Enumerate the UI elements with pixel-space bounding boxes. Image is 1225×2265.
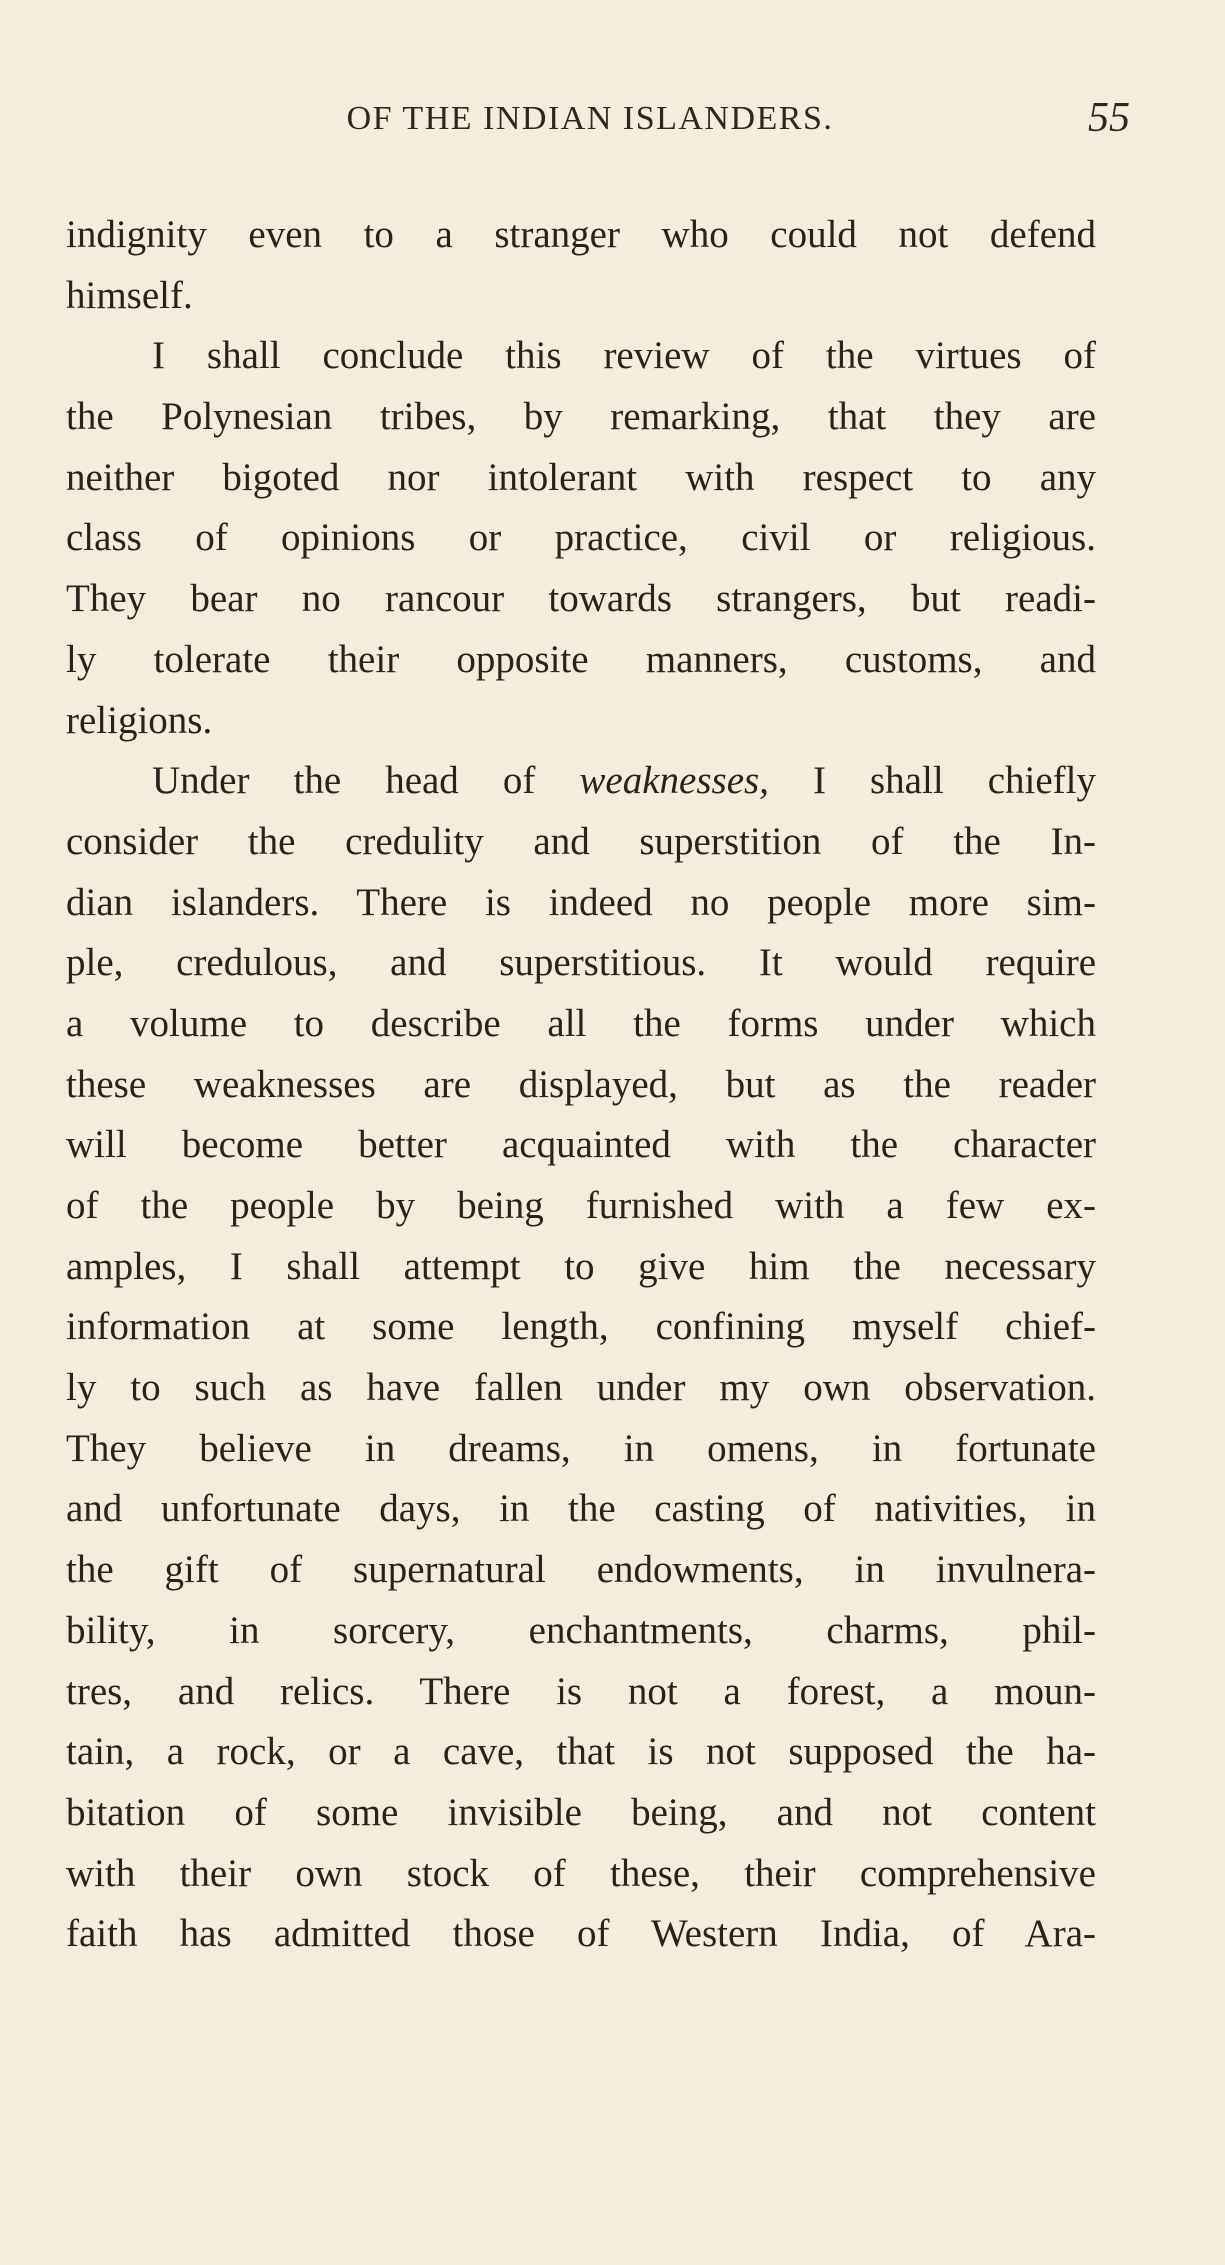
text-line: bility, in sorcery, enchantments, charms, phil- — [66, 1608, 1096, 1652]
text-run: I shall chiefly — [768, 759, 1096, 803]
text-line: information at some length, confining myself chief- — [66, 1305, 1096, 1349]
text-line: will become better acquainted with the character — [66, 1123, 1096, 1167]
running-head — [70, 95, 1130, 160]
page-number: 55 — [1088, 95, 1130, 141]
text-line: I shall conclude this review of the virtues of — [152, 334, 1096, 378]
text-line: ly to such as have fallen under my own observation. — [66, 1366, 1096, 1410]
text-line: these weaknesses are displayed, but as the reader — [66, 1062, 1096, 1106]
paragraph — [66, 751, 1096, 1965]
text-line: amples, I shall attempt to give him the necessary — [66, 1244, 1096, 1288]
text-line: of the people by being furnished with a few ex- — [66, 1184, 1096, 1227]
text-line: bitation of some invisible being, and not content — [66, 1790, 1096, 1834]
text-line: ple, credulous, and superstitious. It would require — [66, 941, 1096, 985]
text-line: dian islanders. There is indeed no people more sim- — [66, 880, 1096, 924]
text-line: ly tolerate their opposite manners, customs, and — [66, 637, 1096, 681]
text-line: and unfortunate days, in the casting of nativities, in — [66, 1487, 1096, 1531]
text-line — [66, 751, 1096, 812]
text-line: himself. — [66, 273, 193, 317]
text-line: a volume to describe all the forms under which — [66, 1001, 1096, 1045]
text-line: faith has admitted those of Western India, of Ara- — [66, 1912, 1096, 1956]
text-line: tain, a rock, or a cave, that is not supposed the ha- — [66, 1730, 1096, 1774]
text-line: class of opinions or practice, civil or religious. — [66, 516, 1096, 560]
running-title: OF THE INDIAN ISLANDERS. — [346, 100, 834, 137]
text-line: with their own stock of these, their comprehensive — [66, 1851, 1096, 1895]
text-line: indignity even to a stranger who could not defend — [66, 213, 1096, 256]
text-line: They bear no rancour towards strangers, but readi- — [66, 577, 1096, 621]
text-line: tres, and relics. There is not a forest, a moun- — [66, 1669, 1096, 1713]
text-run: Under the head of — [152, 759, 580, 803]
text-line: They believe in dreams, in omens, in fortunate — [66, 1426, 1096, 1470]
paragraph — [66, 205, 1096, 326]
body-text — [66, 205, 1096, 1965]
text-line: the Polynesian tribes, by remarking, that they are — [66, 395, 1096, 439]
paragraph — [66, 326, 1096, 751]
text-line: consider the credulity and superstition of the In- — [66, 819, 1096, 863]
text-line: neither bigoted nor intolerant with respect to any — [66, 455, 1096, 499]
italic-term: weaknesses, — [579, 759, 769, 803]
text-line: religions. — [66, 698, 213, 742]
text-line: the gift of supernatural endowments, in invulnera- — [66, 1548, 1096, 1592]
